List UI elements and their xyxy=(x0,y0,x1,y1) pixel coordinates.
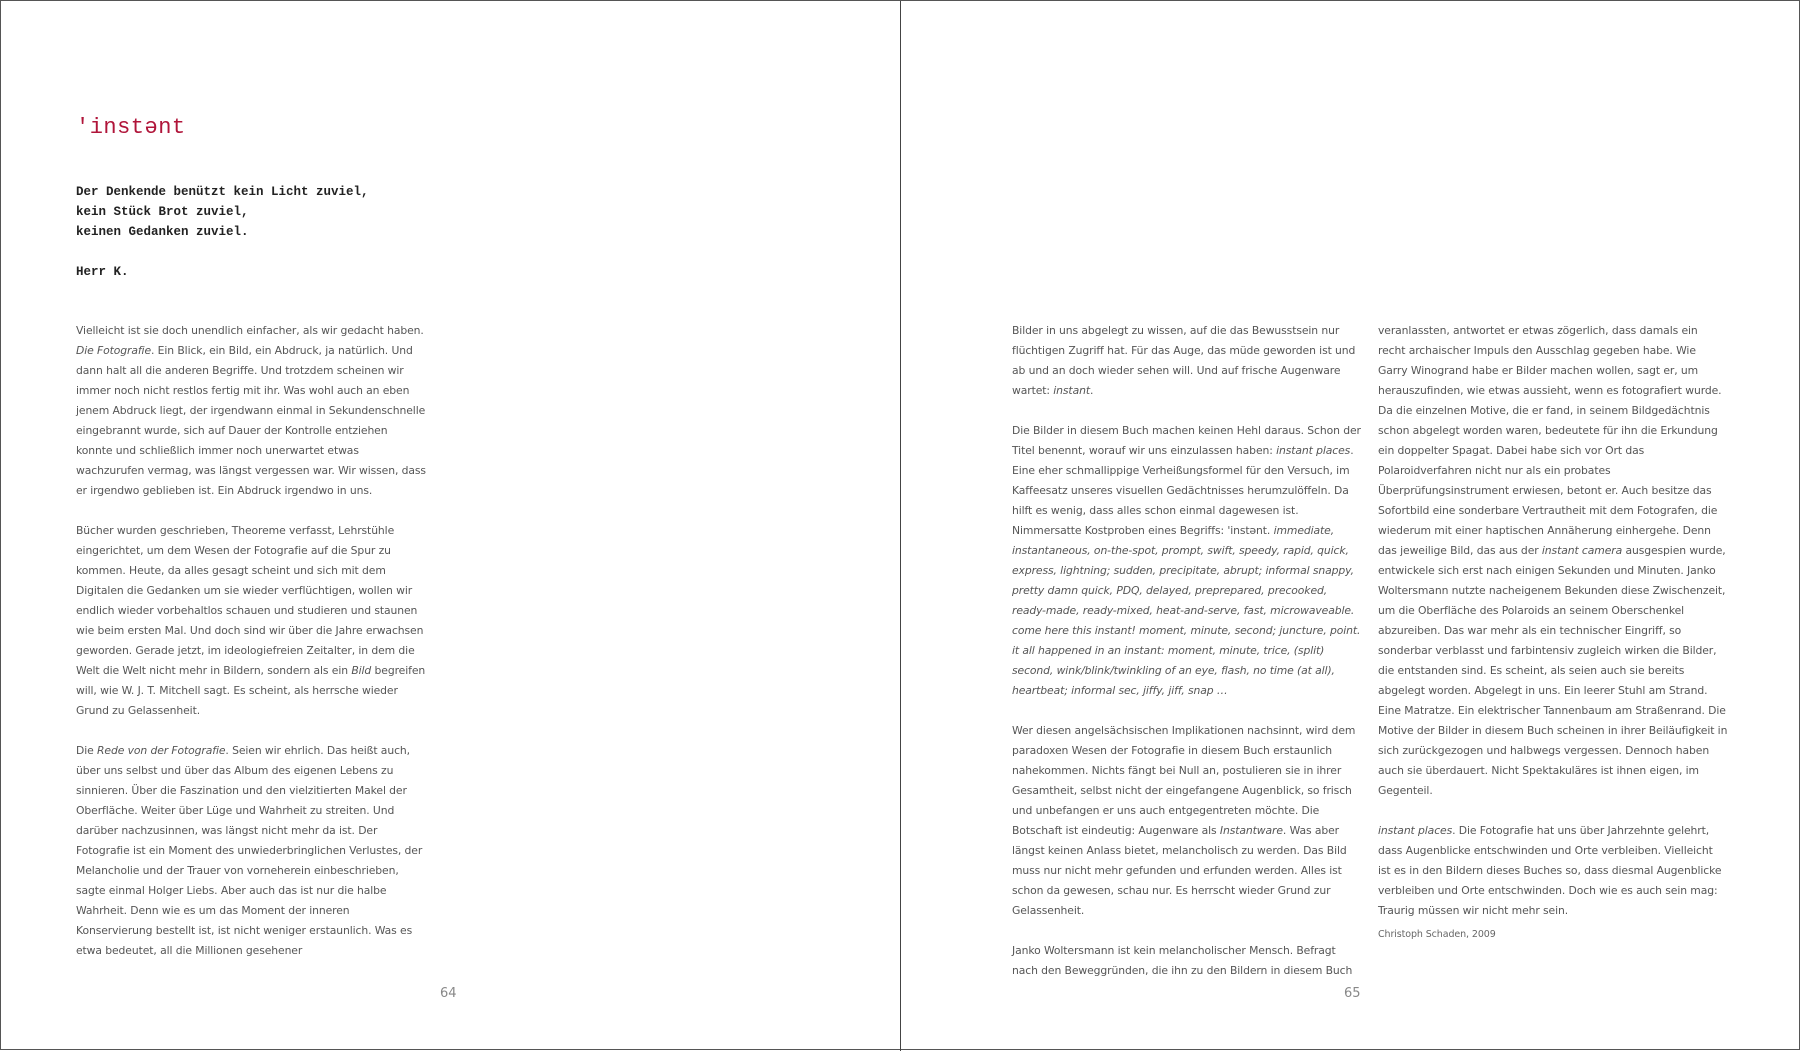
text-paragraph xyxy=(76,321,426,501)
italic-run: instant camera xyxy=(1541,544,1623,557)
epigraph-quote xyxy=(76,182,496,242)
page-title: 'instənt xyxy=(76,115,186,140)
text-run: Wer diesen angelsächsischen Implikationen nachsinnt, wird dem paradoxen Wesen der Fotografie in diesem Buch erstaunlich nahekommen. Nichts fängt bei Null an, postulieren sie in ihrer Gesamtheit, selbst nicht der eingefangene Augenblick, so frisch und unbefangen er uns auch entgegentreten möchte. Die Botschaft ist eindeutig: Augenware als xyxy=(1012,724,1356,837)
text-paragraph xyxy=(1378,821,1728,921)
italic-run: instant xyxy=(1053,384,1090,397)
italic-run: immediate, instantaneous, on-the-spot, prompt, swift, speedy, rapid, quick, express, lightning; sudden, precipitate, abrupt; informal snappy, pretty damn quick, PDQ, delayed, preprepared, precooked, ready-made, ready-mixed, heat-and-serve, fast, microwaveable. come here this instant! moment, minute, second; juncture, point. it all happened in an instant: moment, minute, trice, (split) second, wink/blink/twinkling of an eye, flash, no time (at all), heartbeat; informal sec, jiffy, jiff, snap … xyxy=(1012,524,1361,697)
quote-line: keinen Gedanken zuviel. xyxy=(76,225,249,239)
text-paragraph xyxy=(1012,321,1362,401)
right-page xyxy=(901,1,1800,1051)
page-number-right: 65 xyxy=(1344,986,1361,1001)
text-run: Die Bilder in diesem Buch machen keinen Hehl daraus. Schon der Titel benennt, worauf wir uns einzulassen haben: xyxy=(1012,424,1361,457)
italic-run: Instantware xyxy=(1219,824,1283,837)
text-run: . Die Fotografie hat uns über Jahrzehnte gelehrt, dass Augenblicke entschwinden und Orte verbleiben. Vielleicht ist es in den Bildern dieses Buches so, dass diesmal Augenblicke verbleiben und Orte entschwinden. Doch wie es auch sein mag: Traurig müssen wir nicht mehr sein. xyxy=(1378,824,1722,917)
author-signature: Christoph Schaden, 2009 xyxy=(1378,929,1496,940)
text-run: Die xyxy=(76,744,97,757)
italic-run: Rede von der Fotografie xyxy=(97,744,226,757)
text-run: begreifen will, wie W. J. T. Mitchell sagt. Es scheint, als herrsche wieder Grund zu Gelassenheit. xyxy=(76,664,426,717)
quote-author: Herr K. xyxy=(76,265,129,279)
text-run: . Was aber längst keinen Anlass bietet, melancholisch zu werden. Das Bild muss nur nicht mehr gefunden und erfunden werden. Alles ist schon da gewesen, schau nur. Es herrscht wieder Grund zur Gelassenheit. xyxy=(1012,824,1347,917)
text-run: Bilder in uns abgelegt zu wissen, auf die das Bewusstsein nur flüchtigen Zugriff hat. Für das Auge, das müde geworden ist und ab und an doch wieder sehen will. Und auf frische Augenware wartet: xyxy=(1012,324,1356,397)
quote-line: kein Stück Brot zuviel, xyxy=(76,205,249,219)
left-text-column xyxy=(76,321,426,961)
left-page xyxy=(1,1,900,1051)
italic-run: instant places xyxy=(1378,824,1453,837)
page-number-left: 64 xyxy=(440,986,457,1001)
quote-line: Der Denkende benützt kein Licht zuviel, xyxy=(76,185,369,199)
text-run: Bücher wurden geschrieben, Theoreme verfasst, Lehrstühle eingerichtet, um dem Wesen der Fotografie auf die Spur zu kommen. Heute, da alles gesagt scheint und sich mit dem Digitalen die Gedanken um sie wieder verflüchtigen, wollen wir endlich wieder vorbehaltlos schauen und studieren und staunen wie beim ersten Mal. Und doch sind wir über die Jahre erwachsen geworden. Gerade jetzt, im ideologiefreien Zeitalter, in dem die Welt die Welt nicht mehr in Bildern, sondern als ein xyxy=(76,524,424,677)
text-run: ausgespien wurde, entwickele sich erst nach einigen Sekunden und Minuten. Janko Woltersmann nutzte nacheigenem Bekunden diese Zwischenzeit, um die Oberfläche des Polaroids an seinem Oberschenkel abzureiben. Das war mehr als ein technischer Eingriff, so sonderbar verblasst und farbintensiv zugleich wirken die Bilder, die entstanden sind. Es scheint, als seien auch sie bereits abgelegt worden. Abgelegt in uns. Ein leerer Stuhl am Strand. Eine Matratze. Ein elektrischer Tannenbaum am Straßenrand. Die Motive der Bilder in diesem Buch scheinen in ihrer Beiläufigkeit in sich zurückgezogen und halbwegs vergessen. Dennoch haben auch sie überdauert. Nicht Spektakuläres ist ihnen eigen, im Gegenteil. xyxy=(1378,544,1728,797)
text-paragraph xyxy=(1012,421,1362,701)
text-paragraph xyxy=(1012,941,1362,981)
text-run: . Seien wir ehrlich. Das heißt auch, über uns selbst und über das Album des eigenen Lebens zu sinnieren. Über die Faszination und den vielzitierten Makel der Oberfläche. Weiter über Lüge und Wahrheit zu streiten. Und darüber nachzusinnen, was längst nicht mehr da ist. Der Fotografie ist ein Moment des unwiederbringlichen Verlustes, der Melancholie und der Trauer von vorneherein einbeschrieben, sagte einmal Holger Liebs. Aber auch das ist nur die halbe Wahrheit. Denn wie es um das Moment der inneren Konservierung bestellt ist, ist nicht weniger erstaunlich. Was es etwa bedeutet, all die Millionen gesehener xyxy=(76,744,423,957)
text-run: veranlassten, antwortet er etwas zögerlich, dass damals ein recht archaischer Impuls den Ausschlag gegeben habe. Wie Garry Winogrand habe er Bilder machen wollen, sagt er, um herauszufinden, wie etwas aussieht, wenn es fotografiert wurde. Da die einzelnen Motive, die er fand, in seinem Bildgedächtnis schon abgelegt worden waren, bedeutete für ihn die Erkundung ein doppelter Spagat. Dabei habe sich vor Ort das Polaroidverfahren nicht nur als ein probates Überprüfungsinstrument erwiesen, betont er. Auch besitze das Sofortbild eine sonderbare Vertrautheit mit dem Fotografen, die wiederum mit einer haptischen Annäherung einhergehe. Denn das jeweilige Bild, das aus der xyxy=(1378,324,1722,557)
text-paragraph xyxy=(76,741,426,961)
italic-run: Bild xyxy=(351,664,372,677)
text-run: Janko Woltersmann ist kein melancholischer Mensch. Befragt nach den Beweggründen, die ihn zu den Bildern in diesem Buch xyxy=(1012,944,1353,977)
italic-run: Die Fotografie xyxy=(76,344,151,357)
right-text-column-2 xyxy=(1378,321,1728,945)
text-run: . xyxy=(1089,384,1094,397)
text-run: . Ein Blick, ein Bild, ein Abdruck, ja natürlich. Und dann halt all die anderen Begriffe. Und trotzdem scheinen wir immer noch nicht restlos fertig mit ihr. Was wohl auch an eben jenem Abdruck liegt, der irgendwann einmal in Sekundenschnelle eingebrannt wurde, sich auf Dauer der Kontrolle entziehen konnte und schließlich immer noch unerwartet etwas wachzurufen vermag, was längst vergessen war. Wir wissen, dass er irgendwo geblieben ist. Ein Abdruck irgendwo in uns. xyxy=(76,344,426,497)
text-paragraph xyxy=(76,521,426,721)
column-2-body xyxy=(1378,321,1728,921)
text-paragraph xyxy=(1378,321,1728,801)
text-paragraph xyxy=(1012,721,1362,921)
text-run: . Eine eher schmallippige Verheißungsformel für den Versuch, im Kaffeesatz unseres visuellen Gedächtnisses herumzulöffeln. Da hilft es wenig, dass alles schon einmal dagewesen ist. Nimmersatte Kostproben eines Begriffs: 'instənt. xyxy=(1012,444,1354,537)
right-text-column-1 xyxy=(1012,321,1362,981)
text-run: Vielleicht ist sie doch unendlich einfacher, als wir gedacht haben. xyxy=(76,324,424,337)
italic-run: instant places xyxy=(1276,444,1351,457)
